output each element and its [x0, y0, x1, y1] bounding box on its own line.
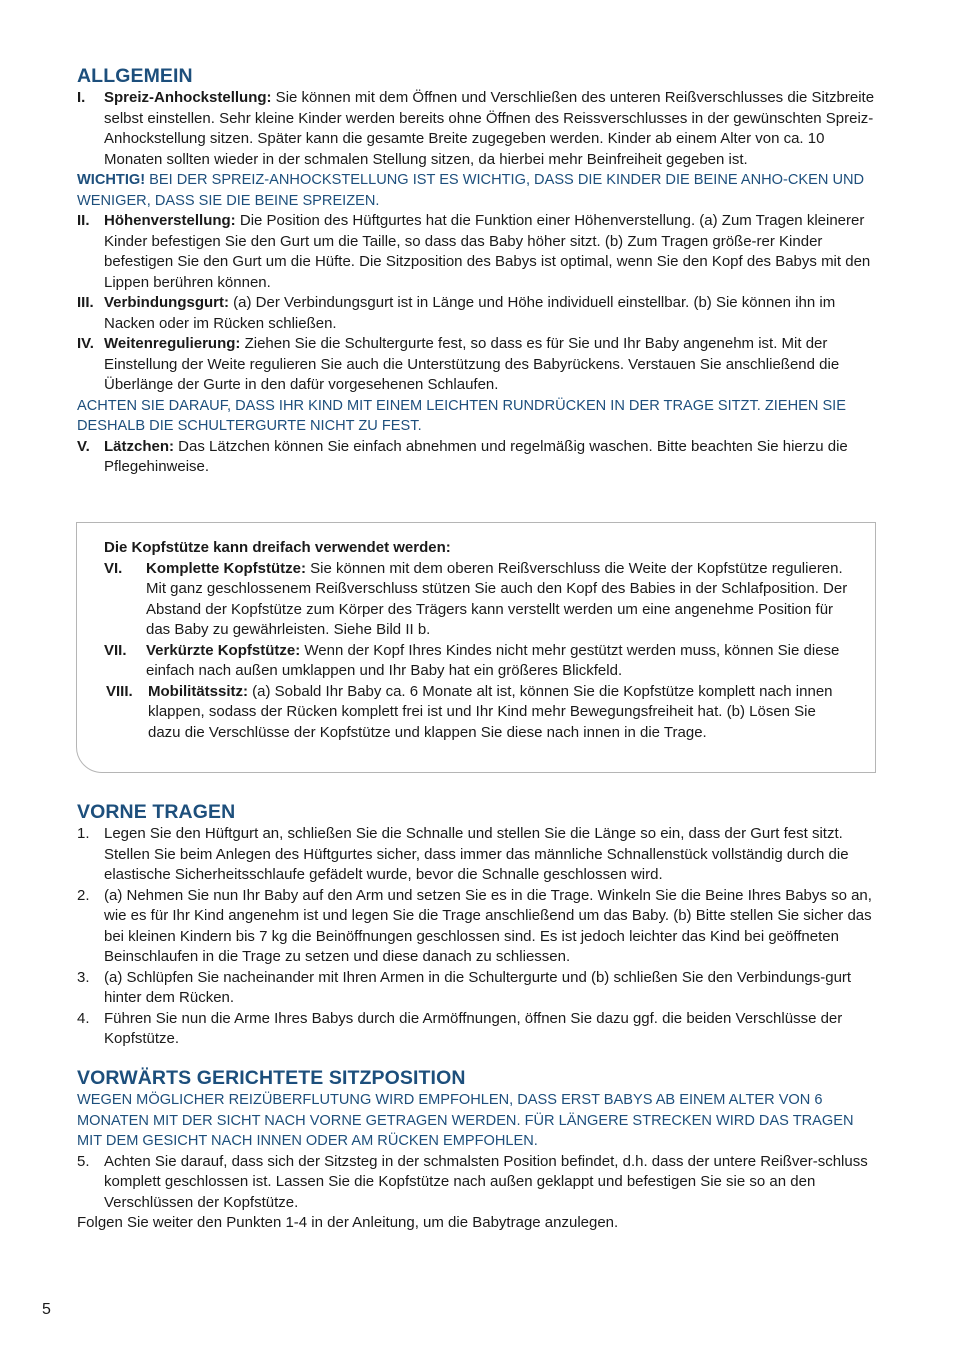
list-item-komplette-kopfstuetze — [104, 559, 849, 641]
item-lead: Verkürzte Kopfstütze: — [146, 641, 301, 659]
list-item-step-2 — [77, 886, 877, 968]
list-item-step-5 — [77, 1152, 877, 1214]
step-number: 1. — [77, 825, 90, 842]
warning-reizueberflutung: WEGEN MÖGLICHER REIZÜBERFLUTUNG WIRD EMPFOHLEN, DASS ERST BABYS AB EINEM ALTER VON 6 MONATEN MIT DER SICHT NACH VORNE GETRAGEN WERDEN. FÜR LÄNGERE STRECKEN WIRD DAS TRAGEN MIT DEM GESICHT NACH INNEN ODER AM RÜCKEN EMPFOHLEN. — [77, 1092, 854, 1149]
list-item-laetzchen — [77, 437, 877, 478]
list-item-hoehenverstellung — [77, 211, 877, 293]
item-number: II. — [77, 212, 90, 229]
step-text: (a) Nehmen Sie nun Ihr Baby auf den Arm und setzen Sie es in die Trage. Winkeln Sie die Beine Ihres Babys so an, wie es für Ihr Kind angenehm ist und legen Sie die Trage anschließend um das Baby. (b) Bitte stellen Sie sicher das bei kleinen Kindern bis 7 kg die Beinöffnungen geschlossen sind. Es ist jedoch leichter das Kind bei geöffneten Beinschlaufen in die Trage zu setzen und diese danach zu schliessen. — [104, 886, 872, 965]
closing-text: Folgen Sie weiter den Punkten 1-4 in der Anleitung, um die Babytrage anzulegen. — [77, 1214, 619, 1231]
list-item-mobilitaetssitz — [104, 682, 849, 744]
item-number: VI. — [104, 559, 123, 577]
item-text: (a) Der Verbindungsgurt ist in Länge und Höhe individuell einstellbar. (b) Sie können ihn im Nacken oder im Rücken schließen. — [104, 294, 836, 332]
item-lead: Verbindungsgurt: — [104, 294, 229, 311]
step-number: 3. — [77, 968, 90, 986]
list-item-step-4 — [77, 1009, 877, 1050]
section-vorne-tragen — [77, 800, 877, 1050]
item-lead: Spreiz-Anhockstellung: — [104, 89, 272, 106]
item-number: IV. — [77, 335, 94, 352]
item-lead: Weitenregulierung: — [104, 335, 241, 352]
section-allgemein — [77, 64, 877, 478]
step-number: 2. — [77, 886, 90, 904]
section-heading-allgemein: ALLGEMEIN — [77, 65, 193, 87]
section-heading-vorne-tragen: VORNE TRAGEN — [77, 801, 236, 823]
item-text: Das Lätzchen können Sie einfach abnehmen und regelmäßig waschen. Bitte beachten Sie hierzu die Pflegehinweise. — [104, 437, 848, 475]
item-text: Wenn der Kopf Ihres Kindes nicht mehr gestützt werden muss, können Sie diese einfach nach außen umklappen und Ihr Baby hat ein größeres Blickfeld. — [146, 641, 840, 679]
item-text: Sie können mit dem Öffnen und Verschließen des unteren Reißverschlusses die Sitzbreite selbst einstellen. Sehr kleine Kinder werden bereits ohne Öffnen des Reissverschlusses in der gewünschten Spreiz- Anhockstellung sitzen. Später kann die gesamte Breite zugegeben werden. Kinder ab einem Alter von ca. 10 Monaten sollten wieder in der schmalen Stellung sitzen, da hierbei mehr Beinfreiheit gegeben ist. — [104, 89, 875, 168]
item-text: Die Position des Hüftgurtes hat die Funktion einer Höhenverstellung. (a) Zum Tragen kleinerer Kinder befestigen Sie den Gurt um die Taille, so dass das Baby höher sitzt. (b) Zum Tragen größe-rer Kinder befestigen Sie den Gurt um die Hüfte. Die Sitzposition des Babys ist optimal, wenn Sie den Kopf des Babys mit den Lippen berühren können. — [104, 212, 871, 291]
section-heading-vorwaerts: VORWÄRTS GERICHTETE SITZPOSITION — [77, 1067, 466, 1089]
list-item-step-1 — [77, 824, 877, 886]
item-lead: Höhenverstellung: — [104, 212, 236, 229]
warning-spreiz-anhockstellung — [77, 170, 877, 211]
item-number: VIII. — [106, 682, 133, 700]
info-box-title: Die Kopfstütze kann dreifach verwendet werden: — [104, 539, 451, 556]
step-number: 5. — [77, 1152, 90, 1170]
warning-lead: WICHTIG! — [77, 172, 146, 188]
list-item-step-3 — [77, 968, 877, 1009]
info-box-kopfstuetze — [76, 522, 876, 773]
item-lead: Mobilitätssitz: — [148, 682, 248, 700]
item-text: Ziehen Sie die Schultergurte fest, so dass es für Sie und Ihr Baby angenehm ist. Mit der Einstellung der Weite regulieren Sie auch die Unterstützung des Babyrückens. Verstauen Sie anschließend die Überlänge der Gurte in den dafür vorgesehenen Schlaufen. — [104, 335, 840, 393]
item-text: Sie können mit dem oberen Reißverschluss die Weite der Kopfstütze regulieren. Mit ganz geschlossenem Reißverschluss stützen Sie auch den Kopf des Babies in der Schlafposition. Der Abstand der Kopfstütze zum Körper des Trägers kann verstellt werden um eine angenehme Position für das Baby zu gewährleisten. Siehe Bild II b. — [146, 559, 848, 638]
list-item-spreiz-anhockstellung — [77, 88, 877, 170]
item-number: VII. — [104, 641, 127, 659]
step-text: Achten Sie darauf, dass sich der Sitzsteg in der schmalsten Position befindet, d.h. dass der untere Reißver-schluss komplett geschlossen ist. Lassen Sie die Kopfstütze nach außen geklappt und befestigen Sie sie so an den Verschlüssen der Kopfstütze. — [104, 1152, 868, 1211]
item-text: (a) Sobald Ihr Baby ca. 6 Monate alt ist, können Sie die Kopfstütze komplett nach innen klappen, sodass der Rücken komplett frei ist und Ihr Kind mehr Bewegungsfreiheit hat. (b) Lösen Sie dazu die Verschlüsse der Kopfstütze und klappen Sie diese nach innen in die Trage. — [148, 682, 833, 741]
item-number: III. — [77, 294, 94, 311]
step-text: Legen Sie den Hüftgurt an, schließen Sie die Schnalle und stellen Sie die Länge so ein, dass der Gurt fest sitzt. Stellen Sie beim Anlegen des Hüftgurtes sicher, dass immer das männliche Schnallenstück vollständig durch die elastische Sicherheitsschlaufe gefädelt wurde, bevor die Schnalle geschlossen wird. — [104, 825, 849, 883]
item-lead: Lätzchen: — [104, 437, 175, 455]
step-text: (a) Schlüpfen Sie nacheinander mit Ihren Armen in die Schultergurte und (b) schließen Sie den Verbindungs-gurt hinter dem Rücken. — [104, 968, 852, 1006]
section-vorwaerts-sitzposition — [77, 1066, 877, 1234]
list-item-weitenregulierung — [77, 334, 877, 396]
item-lead: Komplette Kopfstütze: — [146, 559, 306, 577]
list-item-verkuerzte-kopfstuetze — [104, 641, 849, 682]
step-number: 4. — [77, 1009, 90, 1027]
item-number: V. — [77, 437, 90, 455]
warning-rundruecken: ACHTEN SIE DARAUF, DASS IHR KIND MIT EINEM LEICHTEN RUNDRÜCKEN IN DER TRAGE SITZT. ZIEHEN SIE DESHALB DIE SCHULTERGURTE NICHT ZU FEST. — [77, 397, 846, 434]
item-number: I. — [77, 89, 86, 106]
page-number: 5 — [42, 1301, 51, 1318]
list-item-verbindungsgurt — [77, 293, 877, 334]
warning-text: BEI DER SPREIZ-ANHOCKSTELLUNG IST ES WICHTIG, DASS DIE KINDER DIE BEINE ANHO-CKEN UND WENIGER, DASS SIE DIE BEINE SPREIZEN. — [77, 172, 865, 209]
step-text: Führen Sie nun die Arme Ihres Babys durch die Armöffnungen, öffnen Sie dazu ggf. die beiden Verschlüsse der Kopfstütze. — [104, 1009, 843, 1047]
